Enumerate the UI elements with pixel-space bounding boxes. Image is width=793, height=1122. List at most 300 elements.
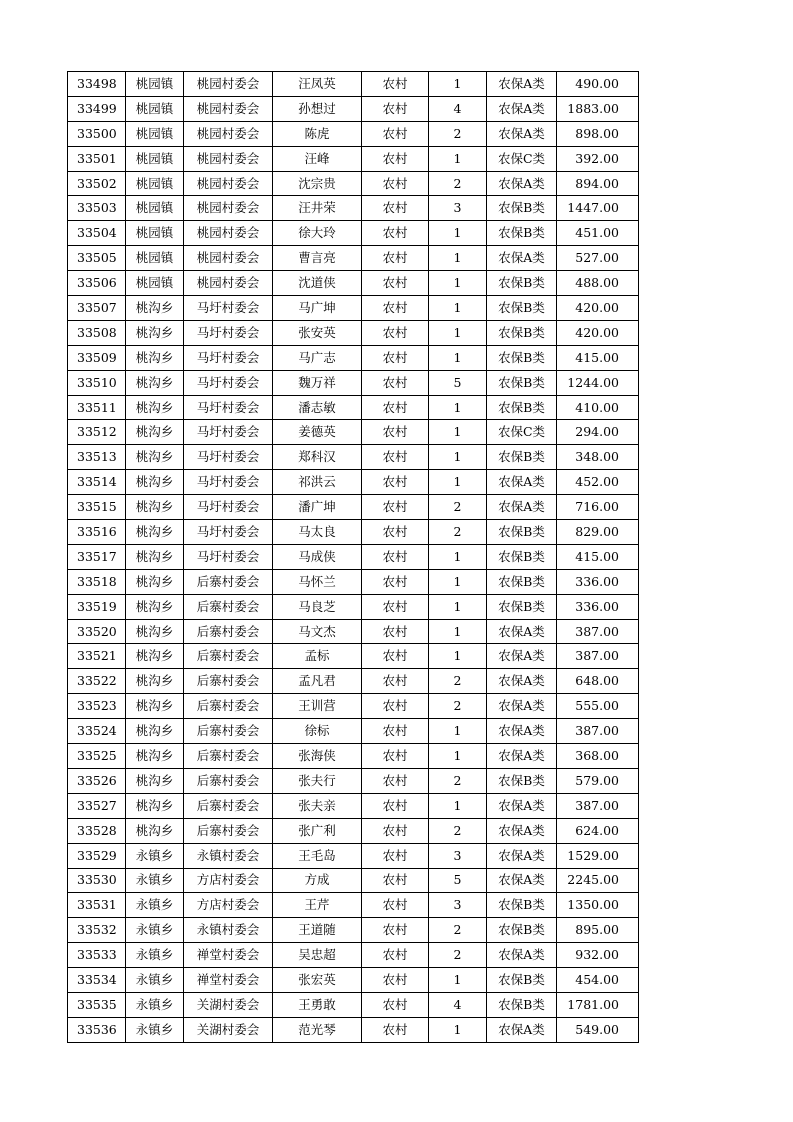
township-cell: 桃园镇 — [126, 96, 184, 121]
household-type-cell: 农村 — [362, 72, 429, 97]
household-type-cell: 农村 — [362, 719, 429, 744]
table-row — [68, 619, 639, 644]
table-row — [68, 669, 639, 694]
insurance-category-cell: 农保B类 — [487, 445, 557, 470]
insurance-category-cell: 农保B类 — [487, 544, 557, 569]
table-row — [68, 445, 639, 470]
record-id-cell: 33510 — [68, 370, 126, 395]
township-cell: 永镇乡 — [126, 1017, 184, 1042]
name-cell: 姜德英 — [273, 420, 362, 445]
record-id-cell: 33533 — [68, 943, 126, 968]
insurance-category-cell: 农保A类 — [487, 470, 557, 495]
record-id-cell: 33516 — [68, 520, 126, 545]
insurance-category-cell: 农保B类 — [487, 918, 557, 943]
record-id-cell: 33532 — [68, 918, 126, 943]
name-cell: 马太良 — [273, 520, 362, 545]
household-size-cell: 2 — [429, 121, 487, 146]
township-cell: 永镇乡 — [126, 943, 184, 968]
township-cell: 桃园镇 — [126, 72, 184, 97]
village-committee-cell: 关湖村委会 — [184, 1017, 273, 1042]
amount-cell: 387.00 — [557, 793, 639, 818]
name-cell: 张夫亲 — [273, 793, 362, 818]
table-row — [68, 345, 639, 370]
table-row — [68, 196, 639, 221]
household-type-cell: 农村 — [362, 221, 429, 246]
household-size-cell: 1 — [429, 1017, 487, 1042]
amount-cell: 527.00 — [557, 246, 639, 271]
name-cell: 马成侠 — [273, 544, 362, 569]
village-committee-cell: 永镇村委会 — [184, 843, 273, 868]
household-size-cell: 1 — [429, 221, 487, 246]
township-cell: 桃沟乡 — [126, 370, 184, 395]
household-type-cell: 农村 — [362, 96, 429, 121]
amount-cell: 488.00 — [557, 271, 639, 296]
amount-cell: 624.00 — [557, 818, 639, 843]
household-size-cell: 2 — [429, 171, 487, 196]
township-cell: 桃沟乡 — [126, 520, 184, 545]
household-type-cell: 农村 — [362, 893, 429, 918]
name-cell: 孟标 — [273, 644, 362, 669]
village-committee-cell: 桃园村委会 — [184, 146, 273, 171]
record-id-cell: 33500 — [68, 121, 126, 146]
village-committee-cell: 桃园村委会 — [184, 246, 273, 271]
name-cell: 祁洪云 — [273, 470, 362, 495]
village-committee-cell: 桃园村委会 — [184, 121, 273, 146]
record-id-cell: 33508 — [68, 320, 126, 345]
household-type-cell: 农村 — [362, 1017, 429, 1042]
household-type-cell: 农村 — [362, 121, 429, 146]
record-id-cell: 33502 — [68, 171, 126, 196]
name-cell: 汪凤英 — [273, 72, 362, 97]
name-cell: 王训营 — [273, 694, 362, 719]
household-size-cell: 1 — [429, 793, 487, 818]
table-row — [68, 96, 639, 121]
amount-cell: 579.00 — [557, 768, 639, 793]
village-committee-cell: 马圩村委会 — [184, 470, 273, 495]
amount-cell: 387.00 — [557, 719, 639, 744]
amount-cell: 410.00 — [557, 395, 639, 420]
insurance-category-cell: 农保B类 — [487, 271, 557, 296]
amount-cell: 2245.00 — [557, 868, 639, 893]
table-row — [68, 744, 639, 769]
name-cell: 汪井荣 — [273, 196, 362, 221]
household-type-cell: 农村 — [362, 320, 429, 345]
township-cell: 桃园镇 — [126, 121, 184, 146]
name-cell: 张广利 — [273, 818, 362, 843]
household-size-cell: 1 — [429, 968, 487, 993]
table-row — [68, 271, 639, 296]
amount-cell: 549.00 — [557, 1017, 639, 1042]
village-committee-cell: 马圩村委会 — [184, 370, 273, 395]
household-type-cell: 农村 — [362, 246, 429, 271]
record-id-cell: 33517 — [68, 544, 126, 569]
amount-cell: 348.00 — [557, 445, 639, 470]
table-row — [68, 470, 639, 495]
record-id-cell: 33509 — [68, 345, 126, 370]
village-committee-cell: 后寨村委会 — [184, 594, 273, 619]
record-id-cell: 33498 — [68, 72, 126, 97]
record-id-cell: 33499 — [68, 96, 126, 121]
record-id-cell: 33512 — [68, 420, 126, 445]
name-cell: 马怀兰 — [273, 569, 362, 594]
household-size-cell: 1 — [429, 296, 487, 321]
table-row — [68, 793, 639, 818]
record-id-cell: 33505 — [68, 246, 126, 271]
household-type-cell: 农村 — [362, 271, 429, 296]
household-size-cell: 1 — [429, 146, 487, 171]
township-cell: 桃沟乡 — [126, 320, 184, 345]
amount-cell: 294.00 — [557, 420, 639, 445]
household-type-cell: 农村 — [362, 619, 429, 644]
amount-cell: 895.00 — [557, 918, 639, 943]
name-cell: 马广坤 — [273, 296, 362, 321]
village-committee-cell: 桃园村委会 — [184, 72, 273, 97]
village-committee-cell: 后寨村委会 — [184, 619, 273, 644]
township-cell: 桃园镇 — [126, 146, 184, 171]
insurance-category-cell: 农保A类 — [487, 744, 557, 769]
name-cell: 徐标 — [273, 719, 362, 744]
insurance-category-cell: 农保B类 — [487, 345, 557, 370]
amount-cell: 1350.00 — [557, 893, 639, 918]
household-size-cell: 1 — [429, 744, 487, 769]
household-size-cell: 5 — [429, 370, 487, 395]
insurance-category-cell: 农保A类 — [487, 619, 557, 644]
table-row — [68, 520, 639, 545]
household-size-cell: 2 — [429, 943, 487, 968]
insurance-category-cell: 农保B类 — [487, 968, 557, 993]
insurance-category-cell: 农保B类 — [487, 992, 557, 1017]
amount-cell: 336.00 — [557, 594, 639, 619]
table-row — [68, 893, 639, 918]
village-committee-cell: 马圩村委会 — [184, 395, 273, 420]
table-row — [68, 370, 639, 395]
village-committee-cell: 马圩村委会 — [184, 320, 273, 345]
township-cell: 桃沟乡 — [126, 569, 184, 594]
township-cell: 桃沟乡 — [126, 669, 184, 694]
insurance-category-cell: 农保A类 — [487, 96, 557, 121]
village-committee-cell: 桃园村委会 — [184, 96, 273, 121]
township-cell: 桃园镇 — [126, 246, 184, 271]
township-cell: 桃园镇 — [126, 221, 184, 246]
household-type-cell: 农村 — [362, 171, 429, 196]
amount-cell: 1447.00 — [557, 196, 639, 221]
data-table — [67, 71, 639, 1043]
record-id-cell: 33531 — [68, 893, 126, 918]
insurance-category-cell: 农保A类 — [487, 171, 557, 196]
household-type-cell: 农村 — [362, 868, 429, 893]
name-cell: 魏万祥 — [273, 370, 362, 395]
township-cell: 永镇乡 — [126, 992, 184, 1017]
name-cell: 王毛岛 — [273, 843, 362, 868]
village-committee-cell: 后寨村委会 — [184, 818, 273, 843]
village-committee-cell: 关湖村委会 — [184, 992, 273, 1017]
village-committee-cell: 马圩村委会 — [184, 420, 273, 445]
record-id-cell: 33528 — [68, 818, 126, 843]
amount-cell: 932.00 — [557, 943, 639, 968]
village-committee-cell: 永镇村委会 — [184, 918, 273, 943]
amount-cell: 336.00 — [557, 569, 639, 594]
household-type-cell: 农村 — [362, 395, 429, 420]
table-row — [68, 544, 639, 569]
amount-cell: 420.00 — [557, 296, 639, 321]
township-cell: 桃沟乡 — [126, 694, 184, 719]
record-id-cell: 33534 — [68, 968, 126, 993]
township-cell: 永镇乡 — [126, 968, 184, 993]
insurance-category-cell: 农保B类 — [487, 395, 557, 420]
name-cell: 方成 — [273, 868, 362, 893]
insurance-category-cell: 农保C类 — [487, 146, 557, 171]
name-cell: 孙想过 — [273, 96, 362, 121]
name-cell: 张海侠 — [273, 744, 362, 769]
household-type-cell: 农村 — [362, 843, 429, 868]
table-row — [68, 918, 639, 943]
name-cell: 张宏英 — [273, 968, 362, 993]
amount-cell: 555.00 — [557, 694, 639, 719]
record-id-cell: 33536 — [68, 1017, 126, 1042]
name-cell: 徐大玲 — [273, 221, 362, 246]
township-cell: 永镇乡 — [126, 843, 184, 868]
table-row — [68, 644, 639, 669]
township-cell: 桃园镇 — [126, 196, 184, 221]
amount-cell: 1781.00 — [557, 992, 639, 1017]
household-size-cell: 1 — [429, 594, 487, 619]
household-size-cell: 2 — [429, 669, 487, 694]
household-size-cell: 3 — [429, 843, 487, 868]
name-cell: 郑科汉 — [273, 445, 362, 470]
insurance-category-cell: 农保A类 — [487, 818, 557, 843]
township-cell: 桃园镇 — [126, 271, 184, 296]
record-id-cell: 33524 — [68, 719, 126, 744]
amount-cell: 454.00 — [557, 968, 639, 993]
name-cell: 马广志 — [273, 345, 362, 370]
insurance-category-cell: 农保B类 — [487, 893, 557, 918]
record-id-cell: 33506 — [68, 271, 126, 296]
record-id-cell: 33513 — [68, 445, 126, 470]
household-size-cell: 5 — [429, 868, 487, 893]
record-id-cell: 33520 — [68, 619, 126, 644]
table-row — [68, 992, 639, 1017]
household-size-cell: 2 — [429, 694, 487, 719]
table-row — [68, 221, 639, 246]
table-row — [68, 395, 639, 420]
name-cell: 张安英 — [273, 320, 362, 345]
household-type-cell: 农村 — [362, 793, 429, 818]
household-size-cell: 1 — [429, 719, 487, 744]
township-cell: 永镇乡 — [126, 868, 184, 893]
household-size-cell: 1 — [429, 470, 487, 495]
insurance-category-cell: 农保A类 — [487, 246, 557, 271]
household-type-cell: 农村 — [362, 694, 429, 719]
household-size-cell: 1 — [429, 320, 487, 345]
amount-cell: 420.00 — [557, 320, 639, 345]
township-cell: 桃沟乡 — [126, 395, 184, 420]
amount-cell: 1529.00 — [557, 843, 639, 868]
record-id-cell: 33522 — [68, 669, 126, 694]
insurance-category-cell: 农保B类 — [487, 520, 557, 545]
village-committee-cell: 马圩村委会 — [184, 495, 273, 520]
village-committee-cell: 马圩村委会 — [184, 296, 273, 321]
record-id-cell: 33514 — [68, 470, 126, 495]
amount-cell: 451.00 — [557, 221, 639, 246]
table-row — [68, 1017, 639, 1042]
name-cell: 范光琴 — [273, 1017, 362, 1042]
insurance-category-cell: 农保A类 — [487, 1017, 557, 1042]
household-size-cell: 1 — [429, 72, 487, 97]
insurance-category-cell: 农保A类 — [487, 669, 557, 694]
table-row — [68, 569, 639, 594]
record-id-cell: 33503 — [68, 196, 126, 221]
record-id-cell: 33527 — [68, 793, 126, 818]
household-size-cell: 1 — [429, 544, 487, 569]
village-committee-cell: 后寨村委会 — [184, 768, 273, 793]
township-cell: 桃沟乡 — [126, 420, 184, 445]
township-cell: 桃沟乡 — [126, 296, 184, 321]
household-type-cell: 农村 — [362, 644, 429, 669]
table-row — [68, 818, 639, 843]
amount-cell: 368.00 — [557, 744, 639, 769]
village-committee-cell: 后寨村委会 — [184, 744, 273, 769]
record-id-cell: 33511 — [68, 395, 126, 420]
amount-cell: 898.00 — [557, 121, 639, 146]
household-size-cell: 1 — [429, 395, 487, 420]
insurance-category-cell: 农保A类 — [487, 694, 557, 719]
table-row — [68, 121, 639, 146]
amount-cell: 648.00 — [557, 669, 639, 694]
household-type-cell: 农村 — [362, 569, 429, 594]
table-row — [68, 495, 639, 520]
amount-cell: 387.00 — [557, 644, 639, 669]
township-cell: 桃沟乡 — [126, 594, 184, 619]
record-id-cell: 33521 — [68, 644, 126, 669]
household-size-cell: 4 — [429, 992, 487, 1017]
household-size-cell: 1 — [429, 345, 487, 370]
table-row — [68, 694, 639, 719]
household-type-cell: 农村 — [362, 943, 429, 968]
insurance-category-cell: 农保C类 — [487, 420, 557, 445]
insurance-category-cell: 农保B类 — [487, 221, 557, 246]
insurance-category-cell: 农保A类 — [487, 719, 557, 744]
township-cell: 桃园镇 — [126, 171, 184, 196]
insurance-category-cell: 农保A类 — [487, 72, 557, 97]
household-size-cell: 2 — [429, 495, 487, 520]
name-cell: 沈道侠 — [273, 271, 362, 296]
insurance-category-cell: 农保B类 — [487, 569, 557, 594]
township-cell: 桃沟乡 — [126, 793, 184, 818]
insurance-category-cell: 农保B类 — [487, 594, 557, 619]
name-cell: 潘广坤 — [273, 495, 362, 520]
insurance-category-cell: 农保A类 — [487, 121, 557, 146]
amount-cell: 415.00 — [557, 345, 639, 370]
household-type-cell: 农村 — [362, 768, 429, 793]
household-size-cell: 1 — [429, 420, 487, 445]
household-type-cell: 农村 — [362, 495, 429, 520]
record-id-cell: 33504 — [68, 221, 126, 246]
insurance-category-cell: 农保B类 — [487, 370, 557, 395]
village-committee-cell: 后寨村委会 — [184, 793, 273, 818]
table-body — [68, 72, 639, 1043]
household-type-cell: 农村 — [362, 445, 429, 470]
township-cell: 桃沟乡 — [126, 719, 184, 744]
household-size-cell: 1 — [429, 445, 487, 470]
household-size-cell: 1 — [429, 246, 487, 271]
village-committee-cell: 马圩村委会 — [184, 445, 273, 470]
household-type-cell: 农村 — [362, 669, 429, 694]
village-committee-cell: 桃园村委会 — [184, 196, 273, 221]
township-cell: 桃沟乡 — [126, 768, 184, 793]
household-type-cell: 农村 — [362, 968, 429, 993]
household-size-cell: 1 — [429, 644, 487, 669]
household-type-cell: 农村 — [362, 544, 429, 569]
record-id-cell: 33523 — [68, 694, 126, 719]
amount-cell: 1244.00 — [557, 370, 639, 395]
insurance-category-cell: 农保B类 — [487, 768, 557, 793]
insurance-category-cell: 农保B类 — [487, 320, 557, 345]
insurance-category-cell: 农保A类 — [487, 868, 557, 893]
village-committee-cell: 方店村委会 — [184, 868, 273, 893]
household-size-cell: 1 — [429, 569, 487, 594]
township-cell: 桃沟乡 — [126, 445, 184, 470]
village-committee-cell: 后寨村委会 — [184, 569, 273, 594]
township-cell: 桃沟乡 — [126, 544, 184, 569]
amount-cell: 716.00 — [557, 495, 639, 520]
table-row — [68, 72, 639, 97]
household-type-cell: 农村 — [362, 818, 429, 843]
village-committee-cell: 马圩村委会 — [184, 520, 273, 545]
amount-cell: 490.00 — [557, 72, 639, 97]
household-type-cell: 农村 — [362, 992, 429, 1017]
village-committee-cell: 后寨村委会 — [184, 669, 273, 694]
name-cell: 孟凡君 — [273, 669, 362, 694]
household-type-cell: 农村 — [362, 918, 429, 943]
household-size-cell: 4 — [429, 96, 487, 121]
household-type-cell: 农村 — [362, 296, 429, 321]
name-cell: 王道随 — [273, 918, 362, 943]
township-cell: 桃沟乡 — [126, 470, 184, 495]
township-cell: 桃沟乡 — [126, 644, 184, 669]
household-type-cell: 农村 — [362, 420, 429, 445]
name-cell: 王芹 — [273, 893, 362, 918]
record-id-cell: 33518 — [68, 569, 126, 594]
household-size-cell: 2 — [429, 768, 487, 793]
table-row — [68, 768, 639, 793]
table-row — [68, 843, 639, 868]
amount-cell: 387.00 — [557, 619, 639, 644]
household-type-cell: 农村 — [362, 594, 429, 619]
household-type-cell: 农村 — [362, 744, 429, 769]
township-cell: 桃沟乡 — [126, 744, 184, 769]
name-cell: 张夫行 — [273, 768, 362, 793]
name-cell: 马良芝 — [273, 594, 362, 619]
table-row — [68, 868, 639, 893]
record-id-cell: 33526 — [68, 768, 126, 793]
household-type-cell: 农村 — [362, 470, 429, 495]
record-id-cell: 33501 — [68, 146, 126, 171]
insurance-category-cell: 农保A类 — [487, 943, 557, 968]
name-cell: 吴忠超 — [273, 943, 362, 968]
record-id-cell: 33530 — [68, 868, 126, 893]
table-row — [68, 943, 639, 968]
table-row — [68, 968, 639, 993]
table-row — [68, 420, 639, 445]
village-committee-cell: 禅堂村委会 — [184, 968, 273, 993]
insurance-category-cell: 农保A类 — [487, 495, 557, 520]
household-size-cell: 2 — [429, 918, 487, 943]
table-row — [68, 171, 639, 196]
name-cell: 潘志敏 — [273, 395, 362, 420]
village-committee-cell: 马圩村委会 — [184, 345, 273, 370]
village-committee-cell: 后寨村委会 — [184, 719, 273, 744]
record-id-cell: 33507 — [68, 296, 126, 321]
